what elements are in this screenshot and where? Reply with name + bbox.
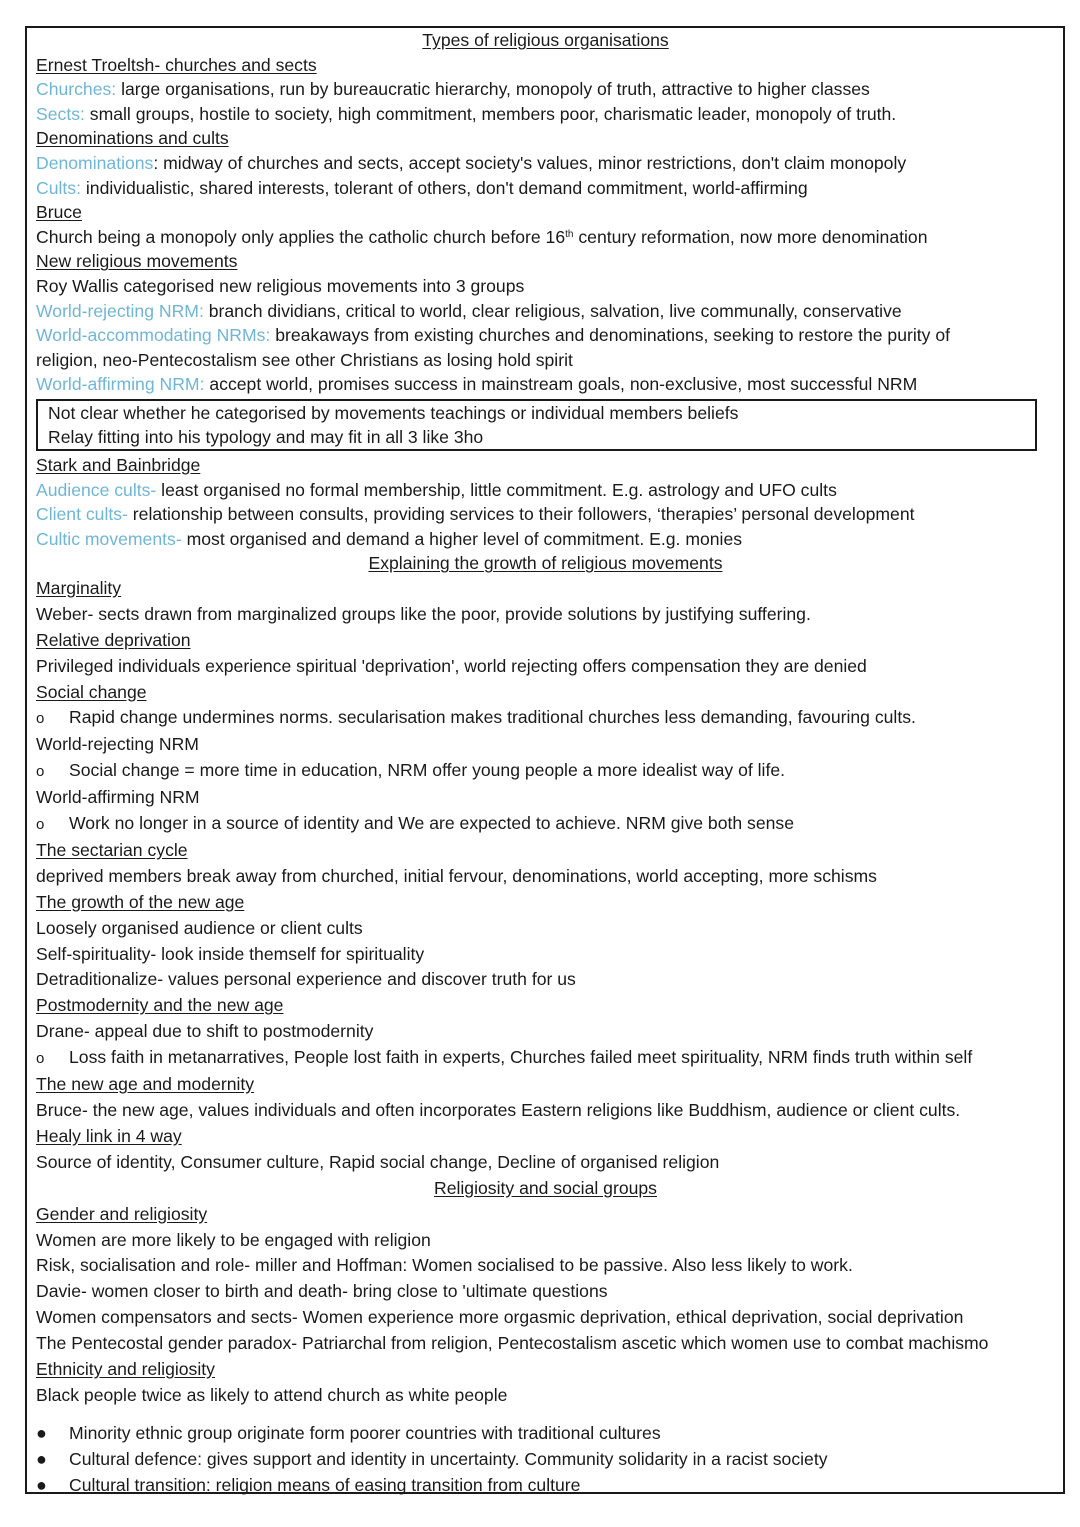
line-plain	[36, 348, 1055, 373]
superscript: th	[565, 228, 574, 240]
bullet-text: Social change = more time in education, NRM offer young people a more idealist way of life.	[69, 760, 786, 781]
subheading	[36, 680, 1055, 706]
term-label: Audience cults-	[36, 479, 157, 500]
term-definition: branch dividians, critical to world, clear religious, salvation, live communally, conservative	[203, 300, 902, 321]
line-plain	[36, 967, 1055, 993]
term-definition: individualistic, shared interests, tolerant of others, don't demand commitment, world-affirming	[80, 177, 808, 198]
term-definition: accept world, promises success in mainstream goals, non-exclusive, most successful NRM	[204, 374, 918, 395]
line-plain	[36, 1383, 1055, 1409]
line-text: century reformation, now more denomination	[573, 226, 928, 247]
term-definition: least organised no formal membership, little commitment. E.g. astrology and UFO cults	[156, 479, 837, 500]
line-term	[36, 77, 1055, 102]
subheading	[36, 453, 1055, 478]
bullet-marker: o	[36, 1050, 45, 1068]
term-label: Cultic movements-	[36, 528, 182, 549]
subheading	[36, 1202, 1055, 1228]
bullet-text: Minority ethnic group originate form poorer countries with traditional cultures	[69, 1422, 661, 1443]
line-text: Weber- sects drawn from marginalized groups like the poor, provide solutions by justifying suffering.	[36, 603, 811, 624]
bullet-item	[36, 1447, 1055, 1473]
subheading	[36, 576, 1055, 602]
term-label: World-accommodating NRMs:	[36, 325, 271, 346]
subheading	[36, 126, 1055, 151]
subheading-text: Social change	[36, 681, 147, 702]
subheading-text: Postmodernity and the new age	[36, 995, 284, 1016]
term-label: Denominations	[36, 152, 154, 173]
title-types-of-religious-organisations: Types of religious organisations	[422, 30, 669, 50]
line-plain	[36, 1098, 1055, 1124]
line-plain	[36, 225, 1055, 250]
line-text: Privileged individuals experience spiritual 'deprivation', world rejecting offers compensation they are denied	[36, 655, 867, 676]
term-definition: breakaways from existing churches and denominations, seeking to restore the purity of	[270, 325, 950, 346]
line-term	[36, 102, 1055, 127]
subheading	[36, 53, 1055, 78]
line-plain	[36, 1019, 1055, 1045]
title-religiosity-social-groups: Religiosity and social groups	[434, 1177, 657, 1198]
section-ethnicity-bullets	[36, 1421, 1055, 1499]
line-text: World-affirming NRM	[36, 787, 200, 808]
line-plain	[36, 864, 1055, 890]
term-definition: most organised and demand a higher level of commitment. E.g. monies	[181, 528, 743, 549]
line-text: Women are more likely to be engaged with religion	[36, 1229, 431, 1250]
subheading	[36, 1072, 1055, 1098]
line-bullet	[36, 705, 1055, 732]
subheading-text: The new age and modernity	[36, 1074, 255, 1095]
line-text: Black people twice as likely to attend church as white people	[36, 1384, 508, 1405]
term-label: World-affirming NRM:	[36, 374, 205, 395]
box-line: Relay fitting into his typology and may fit in all 3 like 3ho	[48, 426, 484, 447]
bullet-dot: ●	[36, 1448, 47, 1469]
subheading-text: Marginality	[36, 577, 122, 598]
box-line: Not clear whether he categorised by movements teachings or individual members beliefs	[48, 402, 739, 423]
term-definition: : midway of churches and sects, accept society's values, minor restrictions, don't claim monopoly	[153, 152, 907, 173]
subheading-text: Gender and religiosity	[36, 1203, 208, 1224]
section-stark-bainbridge	[36, 453, 1055, 551]
subheading-text: Healy link in 4 way	[36, 1125, 182, 1146]
line-text: deprived members break away from churched, initial fervour, denominations, world accepting, more schisms	[36, 865, 877, 886]
term-label: Sects:	[36, 103, 85, 124]
subheading	[36, 249, 1055, 274]
section-religiosity	[36, 1202, 1055, 1409]
bullet-item	[36, 1421, 1055, 1447]
line-plain	[36, 602, 1055, 628]
term-label: Churches:	[36, 79, 117, 100]
line-term	[36, 527, 1055, 552]
term-definition: small groups, hostile to society, high commitment, members poor, charismatic leader, monopoly of truth.	[84, 103, 897, 124]
line-term	[36, 372, 1055, 397]
subheading-text: The sectarian cycle	[36, 839, 188, 860]
line-text: Detraditionalize- values personal experience and discover truth for us	[36, 969, 576, 990]
section-growth	[36, 576, 1055, 1176]
line-term	[36, 502, 1055, 527]
line-plain	[36, 274, 1055, 299]
subheading-text: Stark and Bainbridge	[36, 454, 201, 475]
bullet-text: Work no longer in a source of identity and We are expected to achieve. NRM give both sense	[69, 813, 795, 834]
line-term	[36, 323, 1055, 348]
line-plain	[36, 916, 1055, 942]
bullet-text: Rapid change undermines norms. secularisation makes traditional churches less demanding, favouring cults.	[69, 707, 916, 728]
line-text: World-rejecting NRM	[36, 734, 199, 755]
line-text: Drane- appeal due to shift to postmodernity	[36, 1021, 374, 1042]
subheading-text: The growth of the new age	[36, 891, 245, 912]
line-text: The Pentecostal gender paradox- Patriarchal from religion, Pentecostalism ascetic which women use to combat machismo	[36, 1333, 989, 1354]
line-plain	[36, 1305, 1055, 1331]
critique-box	[36, 399, 1037, 451]
line-bullet	[36, 811, 1055, 838]
bullet-dot: ●	[36, 1474, 47, 1495]
title-explaining-growth: Explaining the growth of religious movements	[368, 553, 723, 574]
spacer	[36, 1409, 1055, 1421]
subheading	[36, 628, 1055, 654]
line-text: Source of identity, Consumer culture, Rapid social change, Decline of organised religion	[36, 1151, 720, 1172]
line-bullet	[36, 758, 1055, 785]
subheading-text: New religious movements	[36, 251, 238, 272]
bullet-dot: ●	[36, 1422, 47, 1443]
subheading-text: Denominations and cults	[36, 128, 229, 149]
line-text: Loosely organised audience or client cults	[36, 917, 363, 938]
subheading	[36, 1357, 1055, 1383]
line-plain	[36, 942, 1055, 968]
term-label: World-rejecting NRM:	[36, 300, 204, 321]
line-text: Risk, socialisation and role- miller and Hoffman: Women socialised to be passive. Also less likely to work.	[36, 1255, 853, 1276]
line-plain	[36, 1150, 1055, 1176]
term-label: Cults:	[36, 177, 81, 198]
line-plain	[36, 732, 1055, 758]
document-content	[36, 28, 1055, 1499]
line-text: Davie- women closer to birth and death- bring close to 'ultimate questions	[36, 1281, 608, 1302]
bullet-text: Cultural defence: gives support and identity in uncertainty. Community solidarity in a racist society	[69, 1448, 828, 1469]
subheading	[36, 838, 1055, 864]
subheading	[36, 200, 1055, 225]
bullet-text: Loss faith in metanarratives, People lost faith in experts, Churches failed meet spirituality, NRM finds truth within self	[69, 1047, 973, 1068]
line-text: Church being a monopoly only applies the catholic church before 16	[36, 226, 566, 247]
bullet-marker: o	[36, 816, 45, 834]
bullet-marker: o	[36, 763, 45, 781]
line-plain	[36, 654, 1055, 680]
subheading-text: Bruce	[36, 202, 82, 223]
section-types	[36, 53, 1055, 397]
bullet-marker: o	[36, 710, 45, 728]
line-term	[36, 151, 1055, 176]
line-term	[36, 299, 1055, 324]
subheading	[36, 993, 1055, 1019]
line-text: Women compensators and sects- Women experience more orgasmic deprivation, ethical deprivation, social deprivation	[36, 1307, 964, 1328]
bullet-item	[36, 1473, 1055, 1499]
line-text: religion, neo-Pentecostalism see other Christians as losing hold spirit	[36, 349, 573, 370]
term-label: Client cults-	[36, 504, 128, 525]
line-bullet	[36, 1045, 1055, 1072]
subheading-text: Ethnicity and religiosity	[36, 1359, 215, 1380]
line-text: Bruce- the new age, values individuals and often incorporates Eastern religions like Buddhism, audience or client cults.	[36, 1100, 961, 1120]
bullet-text: Cultural transition: religion means of easing transition from culture	[69, 1474, 581, 1495]
term-definition: large organisations, run by bureaucratic hierarchy, monopoly of truth, attractive to higher classes	[116, 79, 870, 100]
line-plain	[36, 1279, 1055, 1305]
subheading	[36, 1124, 1055, 1150]
line-text: Self-spirituality- look inside themself for spirituality	[36, 943, 425, 964]
subheading-text: Ernest Troeltsh- churches and sects	[36, 54, 317, 75]
line-plain	[36, 1253, 1055, 1279]
line-plain	[36, 1331, 1055, 1357]
line-plain	[36, 785, 1055, 811]
line-text: Roy Wallis categorised new religious movements into 3 groups	[36, 275, 525, 296]
line-plain	[36, 1228, 1055, 1254]
term-definition: relationship between consults, providing services to their followers, ‘therapies’ personal development	[127, 504, 915, 525]
document-page	[25, 26, 1065, 1494]
subheading-text: Relative deprivation	[36, 629, 191, 650]
subheading	[36, 890, 1055, 916]
line-term	[36, 478, 1055, 503]
line-term	[36, 176, 1055, 201]
